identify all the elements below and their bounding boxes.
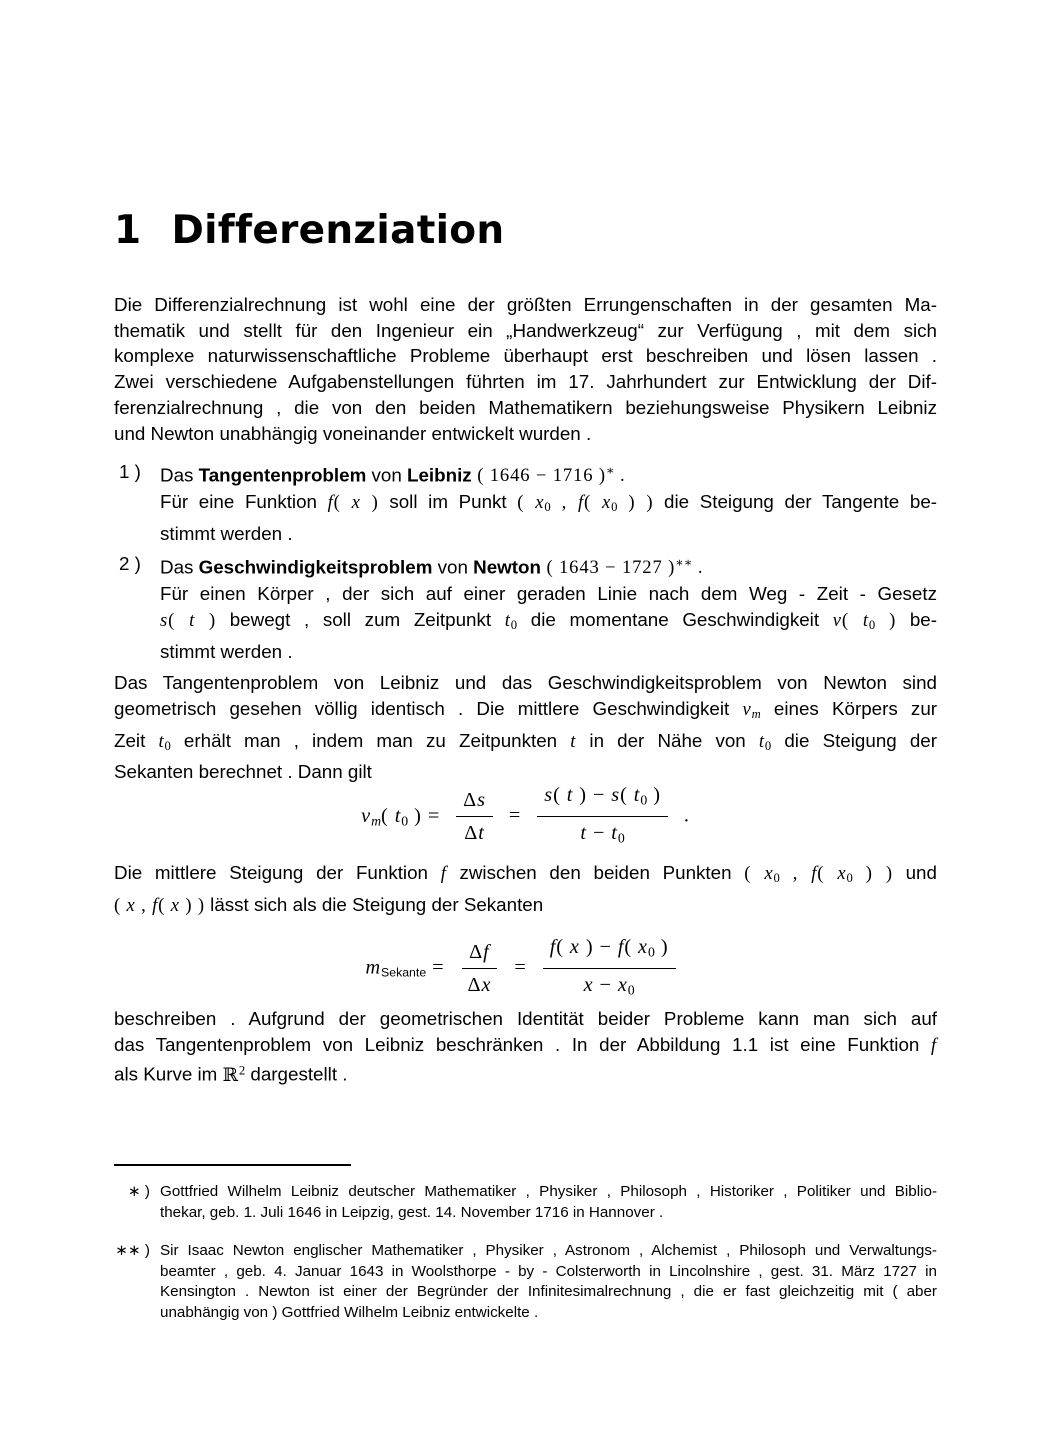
text-line: Für eine Funktion f( x ) soll im Punkt ( $x_0$ , f( $x_0$ ) ) die Steigung der Tangente be- xyxy=(160,491,938,515)
text-line: thekar, geb. 1. Juli 1646 in Leipzig, gest. 14. November 1716 in Hannover . xyxy=(160,1203,664,1221)
text-line: Zwei verschiedene Aufgabenstellungen führten im 17. Jahrhundert zur Entwicklung der Dif- xyxy=(114,371,937,393)
chapter-heading xyxy=(114,209,504,253)
text-line: Das Tangentenproblem von Leibniz und das Geschwindigkeitsproblem von Newton sind xyxy=(114,672,937,693)
text-line: Das Tangentenproblem von Leibniz ( 1646 − 1716 )∗ . xyxy=(160,464,626,487)
text-line: Die mittlere Steigung der Funktion f zwischen den beiden Punkten ( $x_0$ , f( $x_0$ ) ) und xyxy=(114,862,937,886)
text-line: thematik und stellt für den Ingenieur ein „Handwerkzeug“ zur Verfügung , mit dem sich xyxy=(114,319,937,341)
list-marker-1: 1 ) xyxy=(119,461,141,482)
list-item-tangent-problem xyxy=(114,459,937,547)
text-line: geometrisch gesehen völlig identisch . Die mittlere Geschwindigkeit $v_m$ eines Körpers zur xyxy=(114,697,938,721)
list-item-1-text xyxy=(160,459,937,547)
text-line: beschreiben . Aufgrund der geometrischen Identität beider Probleme kann man sich auf xyxy=(114,1008,937,1029)
list-item-velocity-problem xyxy=(114,551,937,664)
list-marker-2: 2 ) xyxy=(119,553,141,574)
text-line: ferenzialrechnung , die von den beiden Mathematikern beziehungsweise Physikern Leibniz xyxy=(114,396,937,418)
text-line: Zeit $t_0$ erhält man , indem man zu Zeitpunkten t in der Nähe von $t_0$ die Steigung der xyxy=(114,729,937,753)
chapter-title: Differenziation xyxy=(171,208,505,253)
text-line: Gottfried Wilhelm Leibniz deutscher Mathematiker , Physiker , Philosoph , Historiker , Politiker und Biblio- xyxy=(160,1183,937,1200)
mean-velocity-formula: $v_m$( $t_0$ ) = $\frac{\Delta s}{\Delta t}$ = $\frac{s( t ) - s( t_0 )}{t - t_0}$ . xyxy=(361,784,690,846)
footnote-marker-2: ∗∗ ) xyxy=(115,1242,150,1259)
footnote-leibniz xyxy=(114,1182,937,1223)
footnote-newton xyxy=(114,1241,937,1324)
text-line: Für einen Körper , der sich auf einer geraden Linie nach dem Weg - Zeit - Gesetz xyxy=(160,583,937,605)
text-line: stimmt werden . xyxy=(160,640,293,662)
intro-paragraph xyxy=(114,292,937,446)
text-line: Das Geschwindigkeitsproblem von Newton ( 1643 − 1727 )∗∗ . xyxy=(160,556,704,579)
chapter-number: 1 xyxy=(114,208,142,253)
secant-points-paragraph xyxy=(114,860,937,919)
text-line: Sekanten berechnet . Dann gilt xyxy=(114,761,372,783)
list-item-2-text xyxy=(160,551,937,664)
secant-slope-formula: $m_{Sekante}$ = $\frac{\Delta f}{\Delta x}$ = $\frac{f( x ) - f( x_0 )}{x - x_0}$ xyxy=(114,934,937,998)
text-line: komplexe naturwissenschaftliche Probleme überhaupt erst beschreiben und lösen lassen . xyxy=(114,345,937,367)
text-line: beamter , geb. 4. Januar 1643 in Woolsthorpe - by - Colsterworth in Lincolnshire , gest. 31. März 1727 in xyxy=(160,1262,937,1280)
text-line: Kensington . Newton ist einer der Begründer der Infinitesimalrechnung , die er fast gleichzeitig mit ( aber xyxy=(160,1283,937,1301)
text-line: unabhängig von ) Gottfried Wilhelm Leibniz entwickelte . xyxy=(160,1304,539,1322)
footnote-newton-text xyxy=(160,1241,937,1324)
text-line: s( t ) bewegt , soll zum Zeitpunkt $t_0$ die momentane Geschwindigkeit v( $t_0$ ) be- xyxy=(160,608,937,632)
text-line: als Kurve im ℝ$^2$ dargestellt . xyxy=(114,1063,348,1086)
text-line: ( x , f( x ) ) lässt sich als die Steigung der Sekanten xyxy=(114,893,544,916)
text-line: das Tangentenproblem von Leibniz beschränken . In der Abbildung 1.1 ist eine Funktion f xyxy=(114,1033,937,1056)
conclusion-paragraph xyxy=(114,1006,937,1088)
text-line: stimmt werden . xyxy=(160,522,293,544)
equivalence-paragraph xyxy=(114,670,937,785)
footnote-leibniz-text xyxy=(160,1182,937,1223)
text-line: Die Differenzialrechnung ist wohl eine der größten Errungenschaften in der gesamten Ma- xyxy=(114,294,937,315)
text-line: Sir Isaac Newton englischer Mathematiker , Physiker , Astronom , Alchemist , Philosoph und Verwaltungs- xyxy=(160,1242,937,1259)
footnote-marker-1: ∗ ) xyxy=(127,1183,150,1200)
footnote-rule xyxy=(114,1164,351,1166)
text-line: und Newton unabhängig voneinander entwickelt wurden . xyxy=(114,422,592,444)
